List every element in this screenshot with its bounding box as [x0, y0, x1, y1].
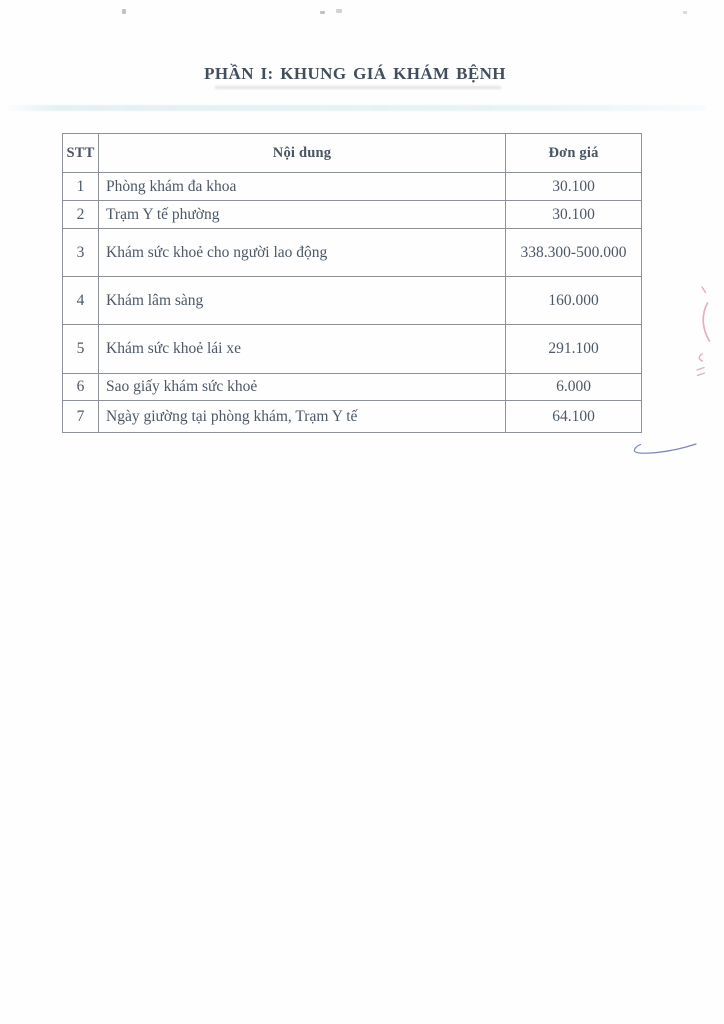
cell-stt: 3 [63, 229, 99, 277]
table-header-row [63, 134, 642, 173]
cell-don-gia: 64.100 [506, 401, 642, 433]
table-row [63, 401, 642, 433]
cell-don-gia: 160.000 [506, 277, 642, 325]
cell-don-gia: 291.100 [506, 325, 642, 374]
cell-noi-dung: Khám lâm sàng [99, 277, 506, 325]
table-row [63, 201, 642, 229]
table-row [63, 277, 642, 325]
page-title: PHẦN I: KHUNG GIÁ KHÁM BỆNH [204, 64, 506, 83]
scan-smudge [683, 11, 687, 14]
cell-noi-dung: Phòng khám đa khoa [99, 173, 506, 201]
scan-artifact-band [8, 105, 706, 111]
table-row [63, 325, 642, 374]
table-row [63, 374, 642, 401]
cell-noi-dung: Ngày giường tại phòng khám, Trạm Y tế [99, 401, 506, 433]
cell-stt: 5 [63, 325, 99, 374]
cell-don-gia: 30.100 [506, 201, 642, 229]
column-header-noi-dung: Nội dung [99, 134, 506, 173]
column-header-don-gia: Đơn giá [506, 134, 642, 173]
cell-don-gia: 30.100 [506, 173, 642, 201]
cell-don-gia: 338.300-500.000 [506, 229, 642, 277]
scan-smudge [336, 9, 342, 13]
cell-noi-dung: Sao giấy khám sức khoẻ [99, 374, 506, 401]
column-header-stt: STT [63, 134, 99, 173]
scan-artifact-line [215, 86, 501, 89]
red-stamp-fragment-icon [693, 278, 724, 382]
pen-mark-icon [628, 439, 700, 461]
cell-noi-dung: Khám sức khoẻ cho người lao động [99, 229, 506, 277]
cell-stt: 1 [63, 173, 99, 201]
cell-stt: 7 [63, 401, 99, 433]
cell-don-gia: 6.000 [506, 374, 642, 401]
scan-smudge [122, 9, 126, 14]
cell-stt: 4 [63, 277, 99, 325]
cell-noi-dung: Trạm Y tế phường [99, 201, 506, 229]
table-row [63, 173, 642, 201]
table-row [63, 229, 642, 277]
cell-stt: 2 [63, 201, 99, 229]
price-table [62, 133, 642, 433]
cell-stt: 6 [63, 374, 99, 401]
scan-smudge [320, 11, 325, 14]
cell-noi-dung: Khám sức khoẻ lái xe [99, 325, 506, 374]
